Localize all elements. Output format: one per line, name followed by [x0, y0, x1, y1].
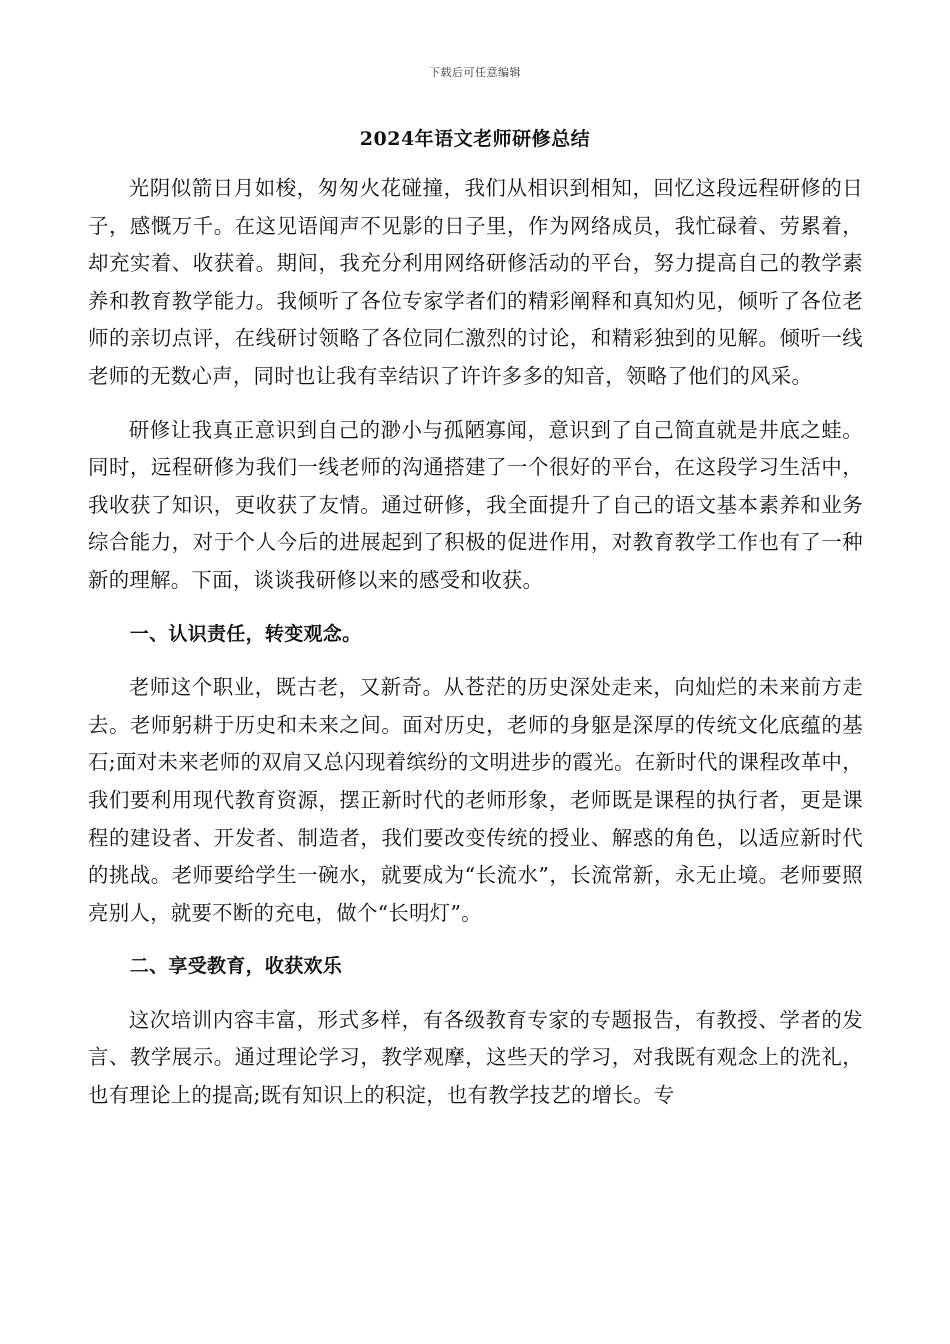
section-2-paragraph: 这次培训内容丰富，形式多样，有各级教育专家的专题报告，有教授、学者的发言、教学展示。通过理论学习，教学观摩，这些天的学习，对我既有观念上的洗礼，也有理论上的提高;既有知识上的积淀，也有教学技艺的增长。专	[88, 1007, 863, 1108]
section-1-paragraph: 老师这个职业，既古老，又新奇。从苍茫的历史深处走来，向灿烂的未来前方走去。老师躬耕于历史和未来之间。面对历史，老师的身躯是深厚的传统文化底蕴的基石;面对未来老师的双肩又总闪现着缤纷的文明进步的霞光。在新时代的课程改革中，我们要利用现代教育资源，摆正新时代的老师形象，老师既是课程的执行者，更是课程的建设者、开发者、制造者，我们要改变传统的授业、解惑的角色，以适应新时代的挑战。老师要给学生一碗水，就要成为“长流水”，长流常新，永无止境。老师要照亮别人，就要不断的充电，做个“长明灯”。	[88, 675, 863, 925]
paragraph-intro-1: 光阴似箭日月如梭，匆匆火花碰撞，我们从相识到相知，回忆这段远程研修的日子，感慨万千。在这见语闻声不见影的日子里，作为网络成员，我忙碌着、劳累着，却充实着、收获着。期间，我充分利用网络研修活动的平台，努力提高自己的教学素养和教育教学能力。我倾听了各位专家学者们的精彩阐释和真知灼见，倾听了各位老师的亲切点评，在线研讨领略了各位同仁激烈的讨论，和精彩独到的见解。倾听一线老师的无数心声，同时也让我有幸结识了许许多多的知音，领略了他们的风采。	[88, 176, 863, 388]
document-title: 2024年语文老师研修总结	[359, 128, 591, 150]
paragraph-intro-2: 研修让我真正意识到自己的渺小与孤陋寡闻，意识到了自己简直就是井底之蛙。同时，远程研修为我们一线老师的沟通搭建了一个很好的平台，在这段学习生活中，我收获了知识，更收获了友情。通过研修，我全面提升了自己的语文基本素养和业务综合能力，对于个人今后的进展起到了积极的促进作用，对教育教学工作也有了一种新的理解。下面，谈谈我研修以来的感受和收获。	[88, 417, 863, 592]
section-heading-1: 一、认识责任，转变观念。	[129, 622, 362, 645]
section-heading-2: 二、享受教育，收获欢乐	[129, 955, 343, 978]
header-note: 下载后可任意编辑	[429, 66, 521, 79]
document-body	[88, 170, 863, 1131]
